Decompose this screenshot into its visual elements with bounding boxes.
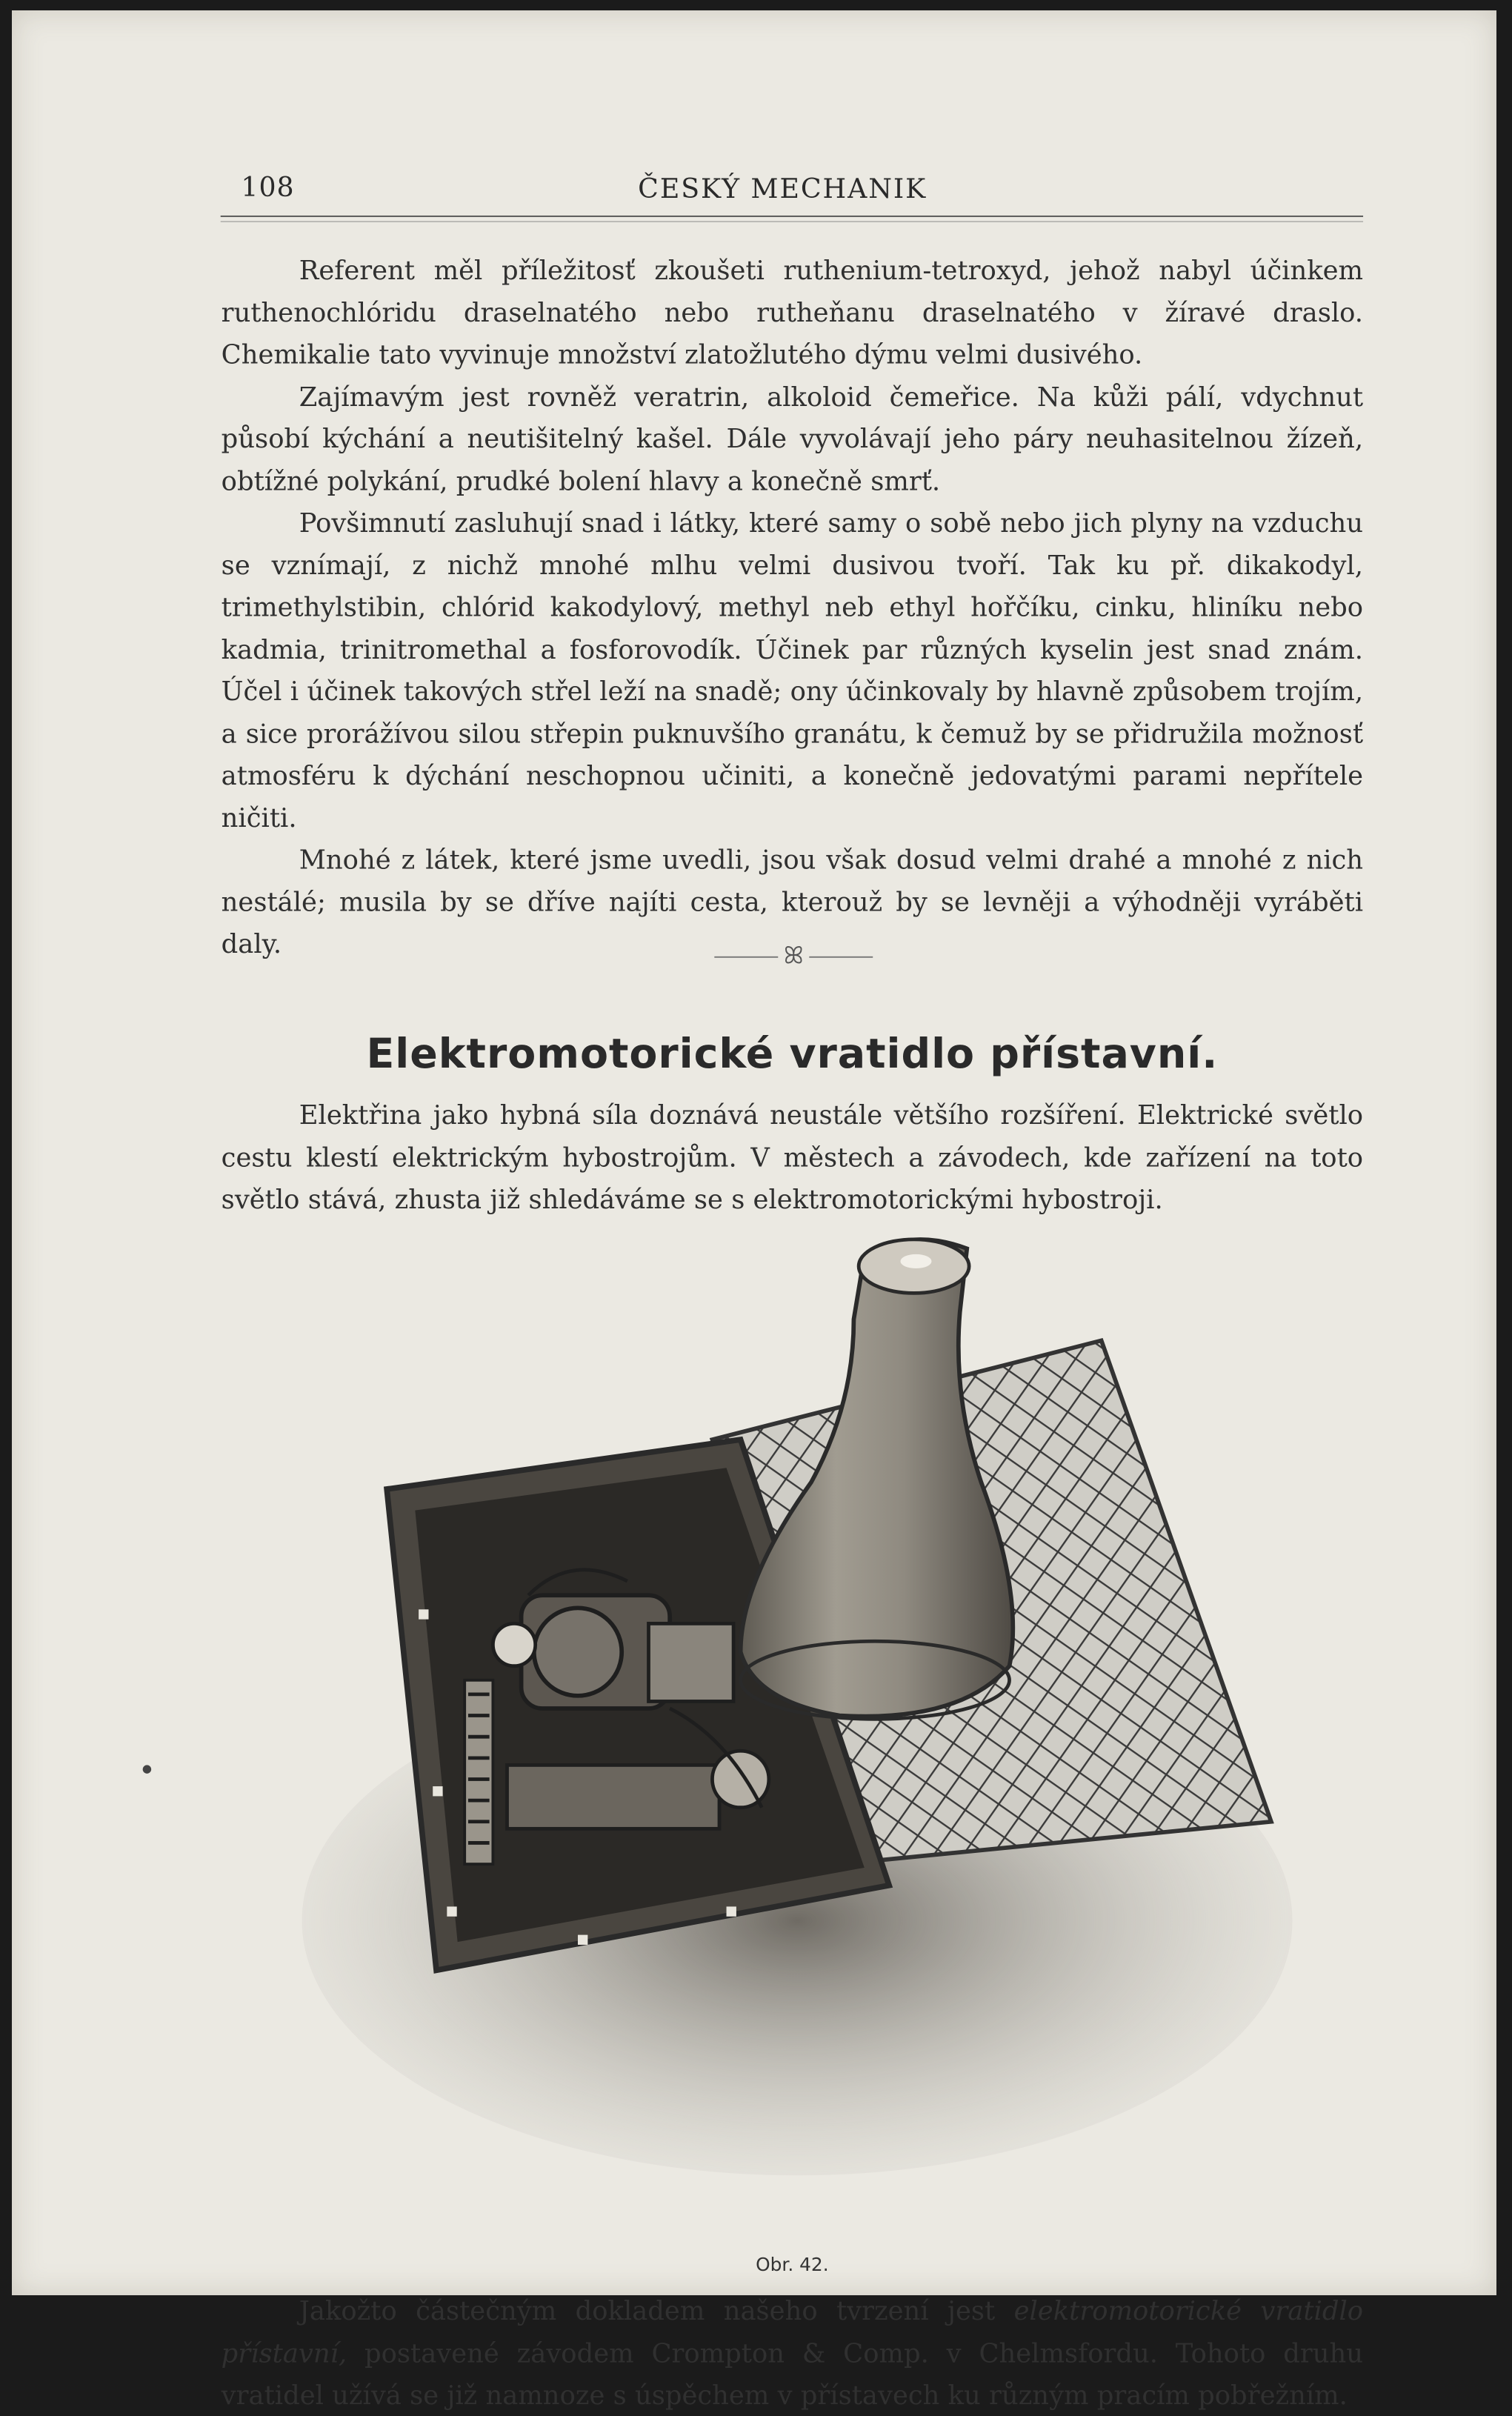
margin-mark bbox=[143, 1765, 151, 1773]
capstan-cap bbox=[900, 1254, 931, 1268]
page-header bbox=[231, 172, 1363, 207]
header-rule bbox=[221, 216, 1363, 217]
page-content bbox=[12, 10, 1430, 2411]
paragraph bbox=[222, 2290, 1363, 2416]
divider-line bbox=[809, 956, 873, 958]
paragraph: Povšimnutí zasluhují snad i látky, které samy o sobě nebo jich plyny na vzduchu se vznímají, z nichž mnohé mlhu velmi dusivou tvoří. Tak ku př. dikakodyl, trimethylstibin, chlórid kakodylový, methyl neb ethyl hořčíku, cinku, hliníku nebo kadmia, trinitromethal a fosforovodík. Účinek par různých kyselin jest snad znám. Účel i účinek takových střel leží na snadě; ony účinkovaly by hlavně způsobem trojím, a sice prorážívou silou střepin puknuvšího granátu, k čemuž by se přidružila možnosť atmosféru k dýchání neschopnou učiniti, a konečně jedovatými parami nepřítele ničiti. bbox=[221, 508, 1364, 833]
running-head: ČESKÝ MECHANIK bbox=[638, 173, 927, 204]
divider-line bbox=[714, 956, 778, 958]
page-number: 108 bbox=[241, 171, 295, 203]
paragraph-rest: postavené závodem Crompton & Comp. v Chelmsfordu. Tohoto druhu vratidel užívá se již namnoze s úspěchem v přístavech ku různým pracím pobřežním. bbox=[221, 2337, 1364, 2411]
article-continuation bbox=[222, 250, 1363, 965]
fleuron-icon: ꕤ bbox=[783, 941, 804, 970]
section-title: Elektromotorické vratidlo přístavní. bbox=[366, 1029, 1219, 1078]
paragraph: Elektřina jako hybná síla doznává neustále většího rozšíření. Elektrické světlo cestu klestí elektrickým hybostrojům. V městech a závodech, kde zařízení na toto světlo stává, zhusta již shledáváme se s elektromotorickými hybostroji. bbox=[221, 1099, 1364, 1215]
book-page bbox=[12, 10, 1496, 2411]
figure-caption: Obr. 42. bbox=[756, 2254, 829, 2276]
paragraph-lead: Jakožto částečným dokladem našeho tvrzení jest bbox=[299, 2295, 1014, 2326]
section-intro bbox=[222, 1094, 1363, 1220]
paragraph: Referent měl příležitosť zkoušeti ruthenium-tetroxyd, jehož nabyl účinkem ruthenochlóridu draselnatého nebo rutheňanu draselnatého v žíravé draslo. Chemikalie tato vyvinuje množství zlatožlutého dýmu velmi dusivého. bbox=[221, 255, 1364, 370]
figure-capstan-illustration bbox=[344, 1228, 1321, 2232]
capstan-engraving bbox=[344, 1228, 1321, 2232]
closing-paragraph bbox=[222, 2290, 1363, 2416]
paragraph: Mnohé z látek, které jsme uvedli, jsou však dosud velmi drahé a mnohé z nich nestálé; musila by se dříve najíti cesta, kterouž by se levněji a výhodněji vyráběti daly. bbox=[221, 844, 1364, 959]
paragraph: Zajímavým jest rovněž veratrin, alkoloid čemeřice. Na kůži pálí, vdychnut působí kýchání a neutišitelný kašel. Dále vyvolávají jeho páry neuhasitelnou žízeň, obtížné polykání, prudké bolení hlavy a konečně smrť. bbox=[221, 381, 1364, 496]
italic-term: elektromotorické vratidlo přístavní, bbox=[221, 2295, 1364, 2369]
section-divider-ornament bbox=[698, 942, 889, 970]
